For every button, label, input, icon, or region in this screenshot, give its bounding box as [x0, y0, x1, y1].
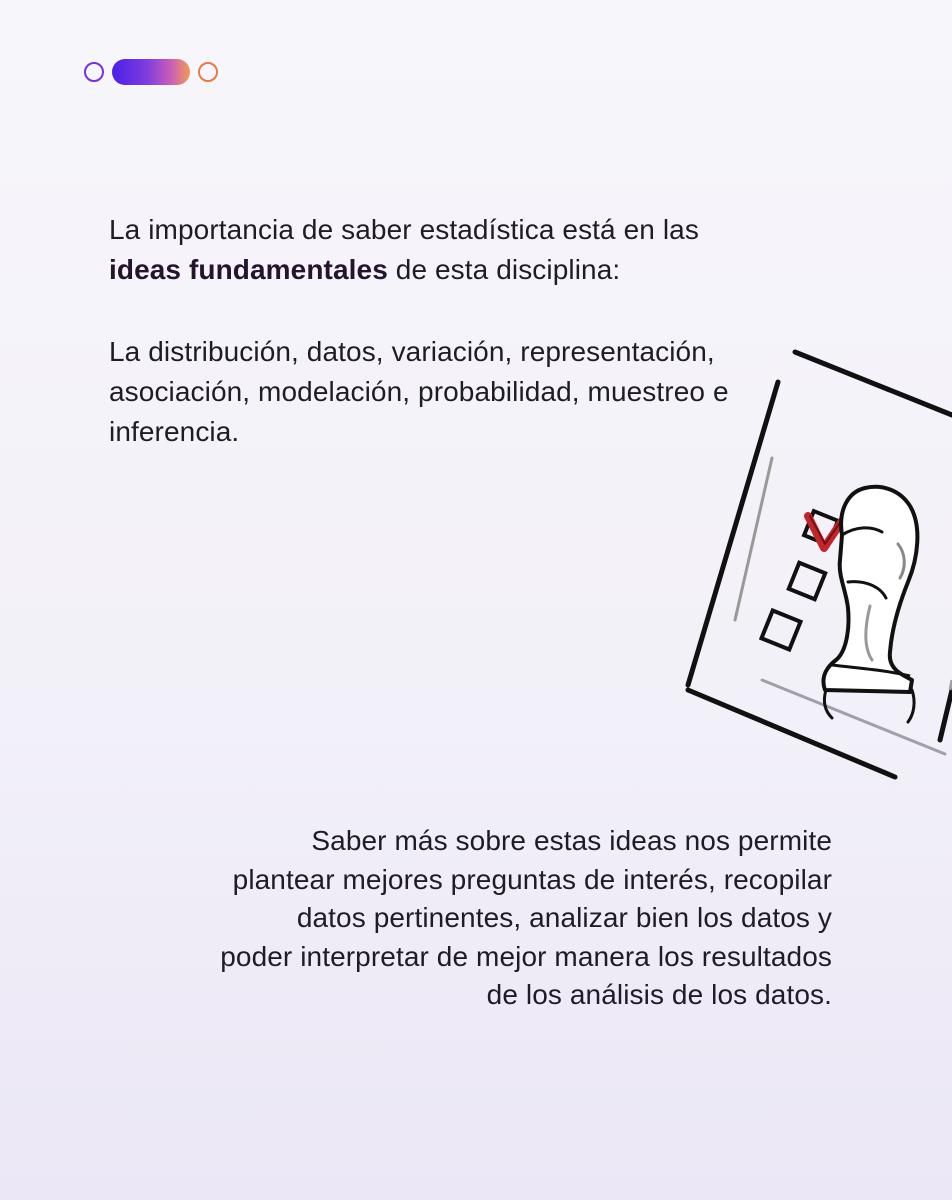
intro-paragraph: [109, 210, 769, 290]
intro-text-after: de esta disciplina:: [387, 254, 621, 285]
pager-pill-active: [112, 59, 190, 85]
pager-dot-next[interactable]: [198, 62, 218, 82]
ideas-list-paragraph: La distribución, datos, variación, representación, asociación, modelación, probabilidad, muestreo e inferencia.: [109, 336, 729, 447]
pager-dot-previous[interactable]: [84, 62, 104, 82]
checklist-hand-icon: [660, 330, 952, 800]
carousel-pager: [84, 59, 218, 85]
closing-paragraph: Saber más sobre estas ideas nos permite plantear mejores preguntas de interés, recopilar datos pertinentes, analizar bien los datos y poder interpretar de mejor manera los resultados de los análisis de los datos.: [220, 825, 832, 1010]
intro-text-before: La importancia de saber estadística está en las: [109, 214, 699, 245]
intro-highlight: ideas fundamentales: [109, 254, 388, 285]
